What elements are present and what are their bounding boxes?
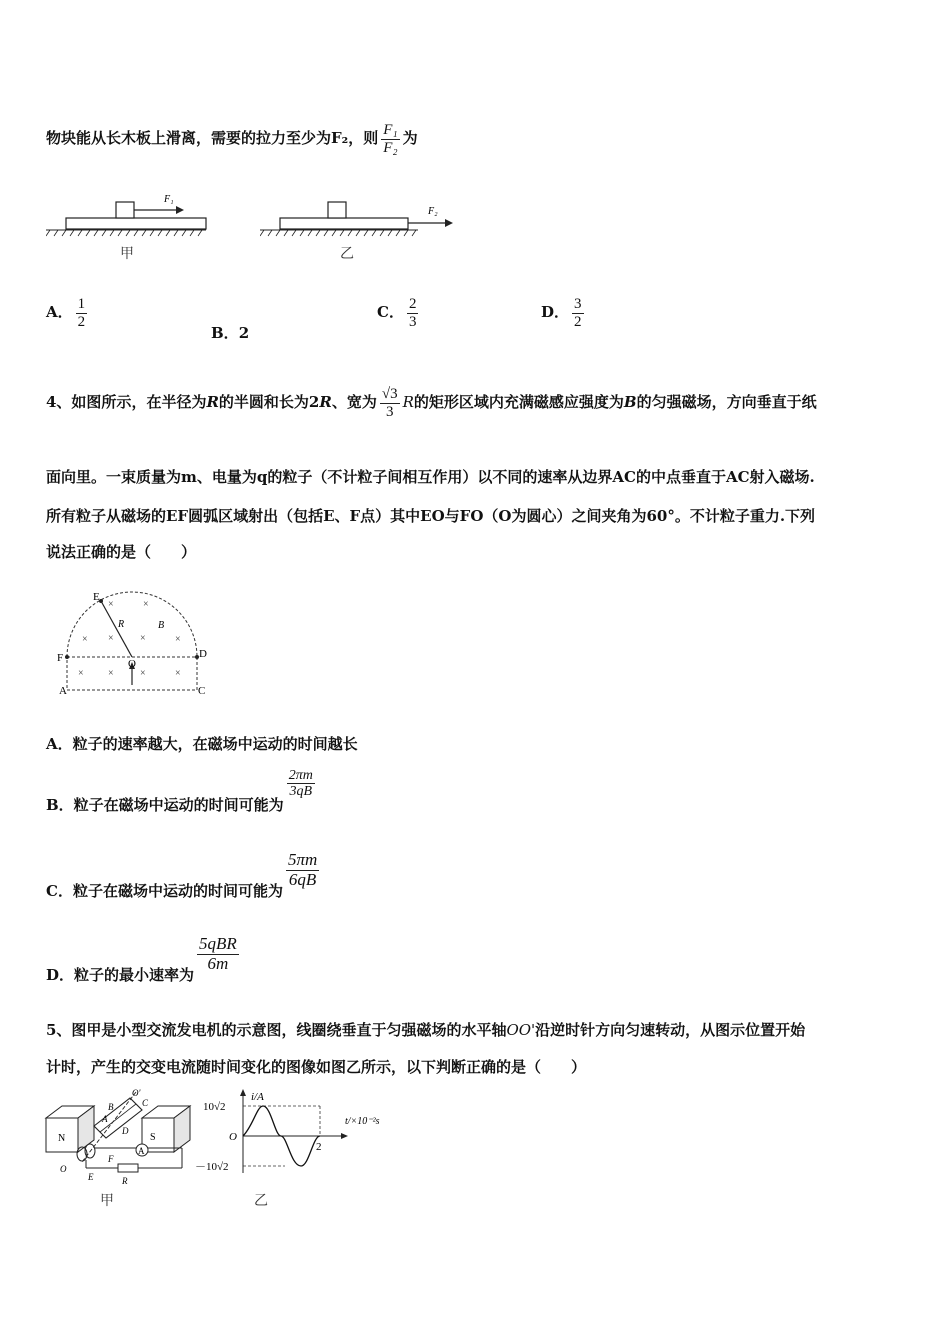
svg-text:×: × <box>140 668 146 679</box>
pole-s-label: S <box>150 1132 156 1143</box>
q5-current-graph <box>195 1088 405 1178</box>
point-c-label: C <box>198 685 206 697</box>
q5-stem-line1: 5、图甲是小型交流发电机的示意图，线圈绕垂直于匀强磁场的水平轴OO'沿逆时针方向匀速转动，从图示位置开始 <box>46 1021 806 1039</box>
point-e-label: E <box>93 591 100 603</box>
svg-text:×: × <box>108 668 114 679</box>
svg-text:F: F <box>108 1154 114 1164</box>
svg-text:×: × <box>143 599 149 610</box>
q3-option-b[interactable]: B．2 <box>211 324 250 342</box>
q5-stem-line2: 计时，产生的交变电流随时间变化的图像如图乙所示，以下判断正确的是（ ） <box>46 1058 587 1076</box>
point-o-label: O <box>128 658 136 670</box>
graph-y-max: 10√2 <box>203 1101 226 1113</box>
q5-fig-label-right: 乙 <box>254 1193 268 1209</box>
svg-text:×: × <box>108 599 114 610</box>
force2-label: F₂ <box>428 206 438 217</box>
svg-text:×: × <box>78 668 84 679</box>
svg-text:×: × <box>82 634 88 645</box>
pole-n-label: N <box>58 1133 66 1144</box>
q3-fig-label-right: 乙 <box>340 246 354 262</box>
q3-fig-label-left: 甲 <box>120 246 134 262</box>
force1-label: F₁ <box>164 194 174 205</box>
point-f-label: F <box>57 652 64 664</box>
graph-origin: O <box>229 1131 237 1143</box>
q4-stem-line1: 4、如图所示，在半径为R的半圆和长为2R、宽为 $\frac{√3}{3}$ R的矩形区域内充满磁感应强度为B的匀强磁场，方向垂直于纸 <box>46 386 817 420</box>
svg-text:O: O <box>60 1164 67 1174</box>
q4-option-a[interactable]: A．粒子的速率越大，在磁场中运动的时间越长 <box>46 735 358 753</box>
q4-option-d[interactable]: D．粒子的最小速率为 $\frac{\text{5qBR}}{6m}$ <box>46 934 237 985</box>
ammeter-label: A <box>138 1146 145 1156</box>
q3-stem: 物块能从长木板上滑离，需要的拉力至少为F₂，则 $\frac{\text{F₁}}{\text{F₂}}$ 为 <box>46 122 418 156</box>
q3-figure-left <box>46 190 221 250</box>
q4-option-b[interactable]: B．粒子在磁场中运动的时间可能为 $\frac{2\pi m}{3qB}$ <box>46 768 313 814</box>
svg-text:×: × <box>175 668 181 679</box>
svg-text:R: R <box>122 1176 128 1186</box>
q4-stem-line2: 面向里。一束质量为m、电量为q的粒子（不计粒子间相互作用）以不同的速率从边界AC的中点垂直于AC射入磁场. <box>46 468 815 486</box>
svg-text:O': O' <box>132 1088 141 1098</box>
graph-y-min: －10√2 <box>195 1161 229 1173</box>
q5-fig-label-left: 甲 <box>100 1193 114 1209</box>
svg-text:×: × <box>108 633 114 644</box>
q4-option-c[interactable]: C．粒子在磁场中运动的时间可能为 $\frac{5\pi m}{6qB}$ <box>46 850 318 901</box>
field-b-label: B <box>158 620 165 631</box>
q4-field-figure <box>55 585 215 700</box>
svg-text:B: B <box>108 1102 114 1112</box>
radius-label: R <box>118 619 125 630</box>
q3-option-d[interactable]: D． $\frac{3}{2}$ <box>541 296 582 330</box>
q3-figure-right <box>260 190 460 250</box>
svg-text:C: C <box>142 1098 149 1108</box>
point-a-label: A <box>59 685 67 697</box>
q3-ratio-fraction: $\frac{\text{F₁}}{\text{F₂}}$ <box>383 122 398 156</box>
q4-stem-line4: 说法正确的是（ ） <box>46 543 197 561</box>
graph-x-label: t/×10⁻²s <box>345 1116 380 1127</box>
point-d-label: D <box>199 648 207 660</box>
q3-option-a[interactable]: A． $\frac{1}{2}$ <box>46 296 86 330</box>
q3-option-c[interactable]: C． $\frac{2}{3}$ <box>377 296 417 330</box>
q5-generator-figure <box>42 1088 194 1188</box>
graph-x-tick: 2 <box>316 1141 322 1153</box>
svg-text:A: A <box>102 1114 108 1124</box>
graph-y-label: i/A <box>251 1091 264 1103</box>
svg-text:×: × <box>175 634 181 645</box>
svg-text:E: E <box>88 1172 94 1182</box>
svg-text:D: D <box>122 1126 129 1136</box>
svg-text:×: × <box>140 633 146 644</box>
q4-stem-line3: 所有粒子从磁场的EF圆弧区域射出（包括E、F点）其中EO与FO（O为圆心）之间夹角为60°。不计粒子重力.下列 <box>46 507 816 525</box>
